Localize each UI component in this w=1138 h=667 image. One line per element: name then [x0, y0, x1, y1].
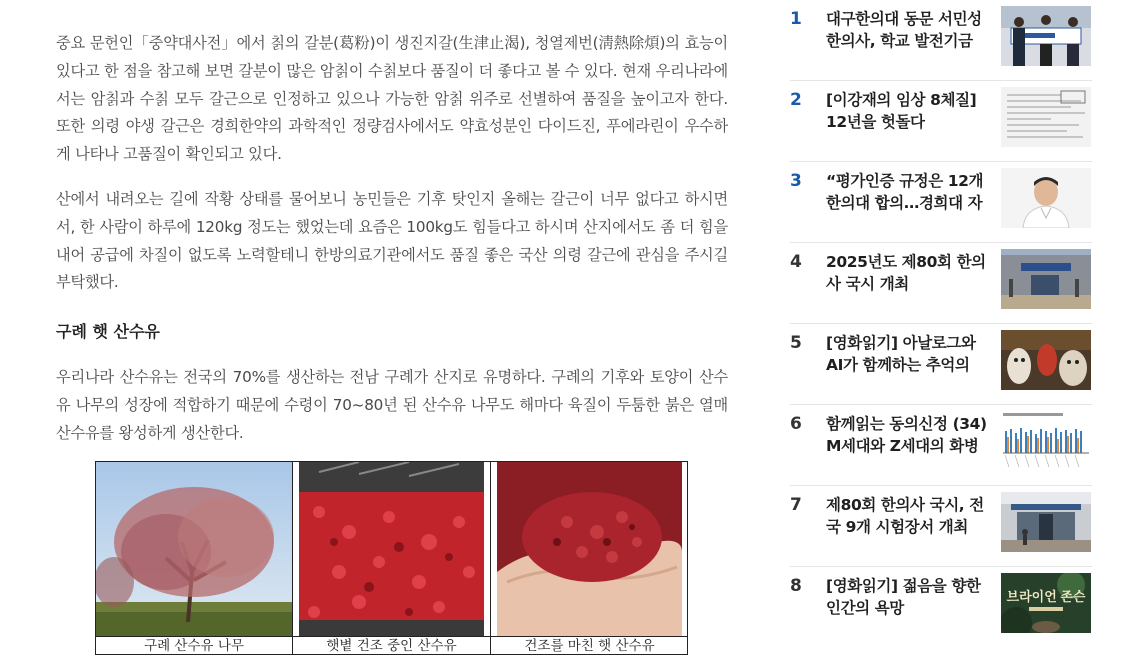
popular-news-ranking: [790, 0, 1092, 648]
ranking-item[interactable]: [790, 567, 1092, 648]
thumbnail-movie-poster[interactable]: [1001, 573, 1091, 633]
sun-drying-photo: [299, 462, 484, 636]
cornus-tree-photo: [96, 462, 292, 636]
ranking-item[interactable]: [790, 324, 1092, 405]
poster-title-text: 브라이언 존슨: [1006, 589, 1086, 604]
ranking-title-link[interactable]: 2025년도 제80회 한의사 국시 개최: [826, 253, 986, 293]
rank-number: 5: [790, 333, 802, 353]
ranking-title-link[interactable]: [영화읽기] 아날로그와 AI가 함께하는 추억의: [826, 334, 976, 374]
article-body: [56, 30, 728, 465]
rank-number: 2: [790, 90, 802, 110]
article-paragraph: 산에서 내려오는 길에 작황 상태를 물어보니 농민들은 기후 탓인지 올해는 갈근이 너무 없다고 하시면서, 한 사람이 하루에 120kg 정도는 했었는데 요즘은 100kg도 힘들다고 하시며 산지에서도 좀 더 힘을 내어 공급에 차질이 없도록 노력할테니 한방의료기관에서도 품질 좋은 국산 의령 갈근에 관심을 주시길 부탁했다.: [56, 189, 728, 292]
figure-caption: 구례 산수유 나무: [96, 636, 292, 656]
rank-number: 6: [790, 414, 802, 434]
ranking-item[interactable]: [790, 0, 1092, 81]
rank-number: 3: [790, 171, 802, 191]
ranking-title-link[interactable]: 제80회 한의사 국시, 전국 9개 시험장서 개최: [826, 496, 984, 536]
article-paragraph: 우리나라 산수유는 전국의 70%를 생산하는 전남 구례가 산지로 유명하다. 구례의 기후와 토양이 산수유 나무의 성장에 적합하기 때문에 수령이 70~80년 된 산수유 나무도 해마다 육질이 두툼한 붉은 열매 산수유를 왕성하게 생산한다.: [56, 368, 728, 442]
thumbnail-bar-chart-image[interactable]: [1001, 411, 1091, 471]
article-paragraph: 중요 문헌인「중약대사전」에서 칡의 갈분(葛粉)이 생진지갈(生津止渴), 청열제번(淸熱除煩)의 효능이 있다고 한 점을 참고해 보면 갈분이 많은 암칡이 수칡보다 품질이 더 좋다고 볼 수 있다. 현재 우리나라에서는 암칡과 수칡 모두 갈근으로 인정하고 있으나 가능한 암칡 위주로 선별하여 품질을 높이고자 한다. 또한 의령 야생 갈근은 경희한약의 과학적인 정량검사에서도 약효성분인 다이드진, 푸에라린이 우수하게 나타나 고품질이 확인되고 있다.: [56, 34, 728, 164]
figure-cell: [96, 462, 293, 654]
dried-cornus-hands-photo: [497, 462, 682, 636]
thumbnail-document-scan[interactable]: [1001, 87, 1091, 147]
thumbnail-exam-venue-photo[interactable]: [1001, 492, 1091, 552]
thumbnail-building-photo[interactable]: [1001, 249, 1091, 309]
rank-number: 7: [790, 495, 802, 515]
figure-caption: 건조를 마친 햇 산수유: [491, 636, 688, 656]
ranking-item[interactable]: [790, 81, 1092, 162]
ranking-title-link[interactable]: [영화읽기] 젊음을 향한 인간의 욕망: [826, 577, 981, 617]
figure-cell: [293, 462, 491, 654]
ranking-title-link[interactable]: “평가인증 규정은 12개 한의대 합의…경희대 자: [826, 172, 984, 212]
ranking-item[interactable]: [790, 486, 1092, 567]
rank-number: 1: [790, 9, 802, 29]
figure-cell: [491, 462, 688, 654]
ranking-title-link[interactable]: [이강재의 임상 8체질] 12년을 헛돌다: [826, 91, 977, 131]
thumbnail-portrait-photo[interactable]: [1001, 168, 1091, 228]
ranking-item[interactable]: [790, 243, 1092, 324]
figure-caption: 햇볕 건조 중인 산수유: [293, 636, 490, 656]
ranking-item[interactable]: [790, 405, 1092, 486]
ranking-title-link[interactable]: 함께읽는 동의신정 (34) M세대와 Z세대의 화병: [826, 415, 987, 455]
thumbnail-donation-photo[interactable]: [1001, 6, 1091, 66]
ranking-title-link[interactable]: 대구한의대 동문 서민성 한의사, 학교 발전기금: [826, 10, 982, 50]
thumbnail-animation-still[interactable]: [1001, 330, 1091, 390]
rank-number: 4: [790, 252, 802, 272]
ranking-item[interactable]: [790, 162, 1092, 243]
rank-number: 8: [790, 576, 802, 596]
article-figure-table: [95, 461, 688, 655]
article-subheading: 구례 햇 산수유: [56, 322, 160, 342]
